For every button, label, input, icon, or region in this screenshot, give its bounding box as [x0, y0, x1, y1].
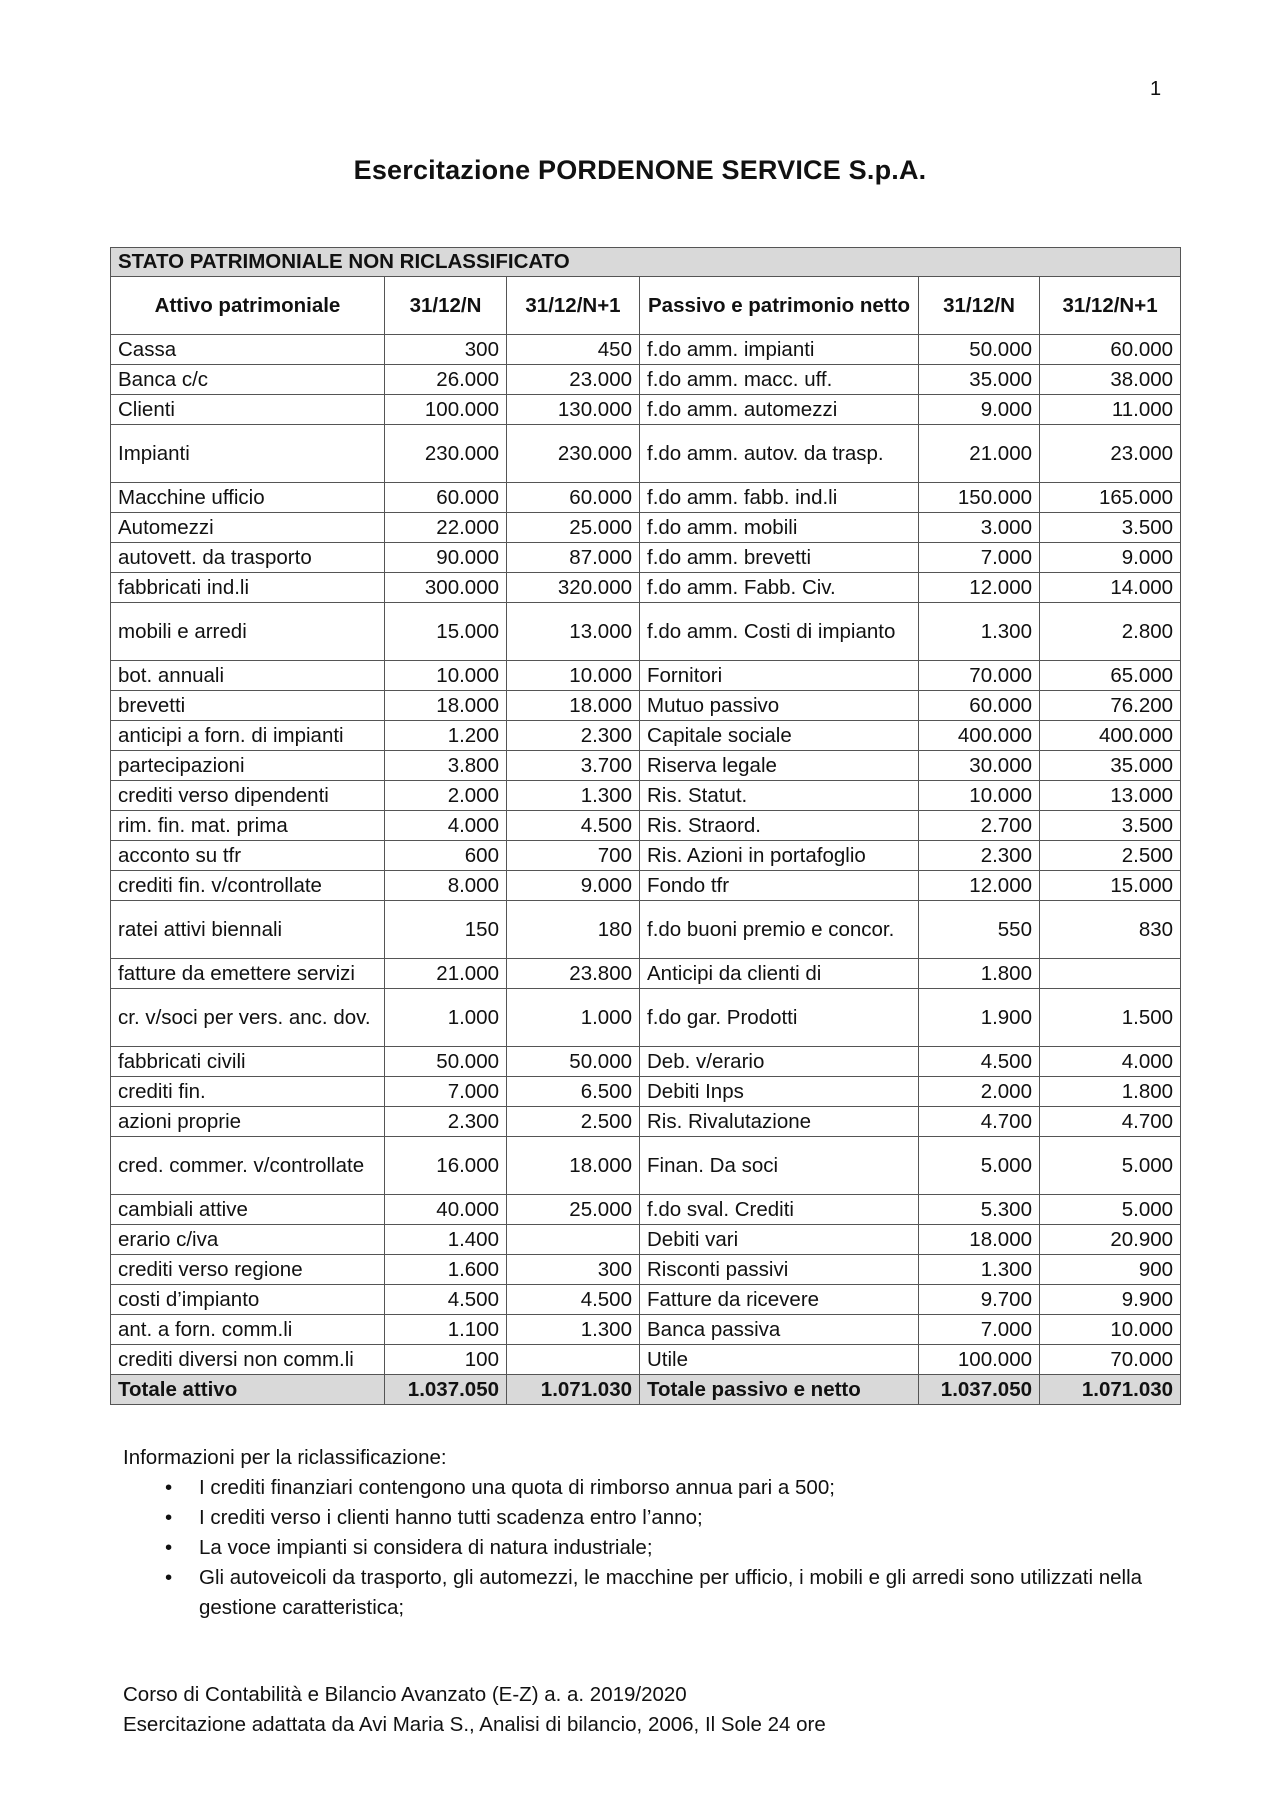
cell-passivo-n1: 400.000 — [1040, 721, 1181, 751]
cell-passivo-n1: 165.000 — [1040, 483, 1181, 513]
cell-attivo-label: autovett. da trasporto — [111, 543, 385, 573]
cell-passivo-n1: 4.700 — [1040, 1107, 1181, 1137]
cell-attivo-label: ant. a forn. comm.li — [111, 1315, 385, 1345]
cell-attivo-n: 100 — [385, 1345, 507, 1375]
cell-attivo-n1: 300 — [507, 1255, 640, 1285]
cell-attivo-n: 150 — [385, 901, 507, 959]
cell-passivo-label: f.do amm. Fabb. Civ. — [640, 573, 919, 603]
cell-passivo-n1: 11.000 — [1040, 395, 1181, 425]
cell-attivo-label: fabbricati ind.li — [111, 573, 385, 603]
table-header-row — [111, 277, 1181, 335]
cell-attivo-n1: 9.000 — [507, 871, 640, 901]
table-row — [111, 365, 1181, 395]
cell-passivo-n1: 900 — [1040, 1255, 1181, 1285]
cell-passivo-n1: 9.900 — [1040, 1285, 1181, 1315]
footer-course: Corso di Contabilità e Bilancio Avanzato (E-Z) a. a. 2019/2020 — [123, 1683, 687, 1706]
cell-attivo-n: 1.400 — [385, 1225, 507, 1255]
cell-attivo-label: fatture da emettere servizi — [111, 959, 385, 989]
cell-passivo-n: 70.000 — [919, 661, 1040, 691]
total-attivo-label: Totale attivo — [111, 1375, 385, 1405]
cell-attivo-n1 — [507, 1225, 640, 1255]
total-attivo-n: 1.037.050 — [385, 1375, 507, 1405]
table-row — [111, 1137, 1181, 1195]
cell-passivo-n1: 15.000 — [1040, 871, 1181, 901]
cell-passivo-label: Banca passiva — [640, 1315, 919, 1345]
cell-attivo-n1: 60.000 — [507, 483, 640, 513]
cell-attivo-n: 1.200 — [385, 721, 507, 751]
cell-passivo-label: f.do amm. fabb. ind.li — [640, 483, 919, 513]
cell-passivo-n1 — [1040, 959, 1181, 989]
cell-attivo-n1: 2.500 — [507, 1107, 640, 1137]
cell-passivo-n: 3.000 — [919, 513, 1040, 543]
cell-passivo-n1: 830 — [1040, 901, 1181, 959]
cell-attivo-label: azioni proprie — [111, 1107, 385, 1137]
cell-attivo-n1: 130.000 — [507, 395, 640, 425]
table-row — [111, 483, 1181, 513]
cell-passivo-n: 10.000 — [919, 781, 1040, 811]
cell-passivo-n1: 9.000 — [1040, 543, 1181, 573]
cell-passivo-n: 2.700 — [919, 811, 1040, 841]
cell-attivo-label: ratei attivi biennali — [111, 901, 385, 959]
cell-passivo-n: 12.000 — [919, 871, 1040, 901]
cell-passivo-n: 4.700 — [919, 1107, 1040, 1137]
cell-attivo-n1: 450 — [507, 335, 640, 365]
info-item — [165, 1503, 1193, 1533]
cell-attivo-n1: 230.000 — [507, 425, 640, 483]
cell-attivo-n: 15.000 — [385, 603, 507, 661]
cell-attivo-n: 4.500 — [385, 1285, 507, 1315]
cell-attivo-n: 300 — [385, 335, 507, 365]
cell-passivo-n: 1.800 — [919, 959, 1040, 989]
cell-passivo-n: 400.000 — [919, 721, 1040, 751]
cell-passivo-n: 60.000 — [919, 691, 1040, 721]
table-row — [111, 781, 1181, 811]
cell-passivo-n: 5.000 — [919, 1137, 1040, 1195]
info-item — [165, 1563, 1193, 1623]
cell-passivo-n1: 5.000 — [1040, 1195, 1181, 1225]
cell-passivo-label: Ris. Statut. — [640, 781, 919, 811]
cell-passivo-label: f.do amm. Costi di impianto — [640, 603, 919, 661]
cell-attivo-n1: 6.500 — [507, 1077, 640, 1107]
table-row — [111, 1315, 1181, 1345]
cell-attivo-n: 1.600 — [385, 1255, 507, 1285]
cell-attivo-n: 21.000 — [385, 959, 507, 989]
cell-passivo-n: 9.700 — [919, 1285, 1040, 1315]
info-item-text: La voce impianti si considera di natura industriale; — [199, 1536, 653, 1559]
cell-attivo-n1: 10.000 — [507, 661, 640, 691]
cell-attivo-n: 4.000 — [385, 811, 507, 841]
bullet-icon: • — [165, 1506, 173, 1529]
cell-passivo-label: Fatture da ricevere — [640, 1285, 919, 1315]
cell-attivo-n: 16.000 — [385, 1137, 507, 1195]
cell-passivo-n1: 5.000 — [1040, 1137, 1181, 1195]
cell-passivo-label: Finan. Da soci — [640, 1137, 919, 1195]
cell-passivo-n1: 70.000 — [1040, 1345, 1181, 1375]
total-row — [111, 1375, 1181, 1405]
cell-passivo-n: 9.000 — [919, 395, 1040, 425]
total-passivo-n1: 1.071.030 — [1040, 1375, 1181, 1405]
cell-attivo-label: crediti verso dipendenti — [111, 781, 385, 811]
cell-attivo-n: 40.000 — [385, 1195, 507, 1225]
header-passivo-n1: 31/12/N+1 — [1040, 277, 1181, 335]
cell-attivo-n: 90.000 — [385, 543, 507, 573]
bullet-icon: • — [165, 1566, 173, 1589]
cell-passivo-label: Riserva legale — [640, 751, 919, 781]
cell-passivo-n: 7.000 — [919, 1315, 1040, 1345]
cell-passivo-label: Ris. Azioni in portafoglio — [640, 841, 919, 871]
cell-passivo-label: f.do amm. impianti — [640, 335, 919, 365]
cell-attivo-label: crediti fin. v/controllate — [111, 871, 385, 901]
cell-passivo-n: 4.500 — [919, 1047, 1040, 1077]
table-caption: STATO PATRIMONIALE NON RICLASSIFICATO — [111, 248, 1181, 277]
cell-passivo-n: 21.000 — [919, 425, 1040, 483]
cell-attivo-n: 22.000 — [385, 513, 507, 543]
cell-passivo-label: f.do sval. Crediti — [640, 1195, 919, 1225]
cell-attivo-n1: 1.300 — [507, 1315, 640, 1345]
header-attivo-n1: 31/12/N+1 — [507, 277, 640, 335]
cell-attivo-n1: 4.500 — [507, 811, 640, 841]
cell-attivo-label: costi d’impianto — [111, 1285, 385, 1315]
cell-attivo-label: crediti diversi non comm.li — [111, 1345, 385, 1375]
cell-attivo-label: cr. v/soci per vers. anc. dov. — [111, 989, 385, 1047]
cell-passivo-n1: 3.500 — [1040, 811, 1181, 841]
cell-passivo-n: 5.300 — [919, 1195, 1040, 1225]
riclassification-info — [123, 1443, 1193, 1623]
table-row — [111, 1255, 1181, 1285]
bullet-icon: • — [165, 1476, 173, 1499]
table-row — [111, 1195, 1181, 1225]
footer — [123, 1680, 826, 1740]
header-attivo: Attivo patrimoniale — [111, 277, 385, 335]
cell-attivo-n1: 18.000 — [507, 691, 640, 721]
cell-attivo-label: cambiali attive — [111, 1195, 385, 1225]
table-row — [111, 721, 1181, 751]
table-row — [111, 395, 1181, 425]
cell-attivo-n: 600 — [385, 841, 507, 871]
cell-attivo-n1: 4.500 — [507, 1285, 640, 1315]
info-item — [165, 1473, 1193, 1503]
cell-attivo-label: rim. fin. mat. prima — [111, 811, 385, 841]
cell-passivo-n1: 65.000 — [1040, 661, 1181, 691]
cell-attivo-n1: 23.000 — [507, 365, 640, 395]
cell-passivo-n1: 13.000 — [1040, 781, 1181, 811]
table-row — [111, 811, 1181, 841]
cell-attivo-n1: 25.000 — [507, 1195, 640, 1225]
cell-passivo-n1: 4.000 — [1040, 1047, 1181, 1077]
cell-passivo-n1: 60.000 — [1040, 335, 1181, 365]
cell-attivo-label: fabbricati civili — [111, 1047, 385, 1077]
total-passivo-label: Totale passivo e netto — [640, 1375, 919, 1405]
cell-passivo-n1: 3.500 — [1040, 513, 1181, 543]
cell-passivo-n: 1.300 — [919, 1255, 1040, 1285]
cell-attivo-n1: 18.000 — [507, 1137, 640, 1195]
cell-attivo-n1: 320.000 — [507, 573, 640, 603]
cell-passivo-n: 35.000 — [919, 365, 1040, 395]
cell-passivo-n: 50.000 — [919, 335, 1040, 365]
table-row — [111, 603, 1181, 661]
cell-attivo-n1: 1.300 — [507, 781, 640, 811]
cell-attivo-label: Banca c/c — [111, 365, 385, 395]
table-row — [111, 989, 1181, 1047]
cell-attivo-n1 — [507, 1345, 640, 1375]
cell-attivo-n: 10.000 — [385, 661, 507, 691]
cell-attivo-label: cred. commer. v/controllate — [111, 1137, 385, 1195]
cell-passivo-n1: 2.500 — [1040, 841, 1181, 871]
cell-passivo-n: 2.000 — [919, 1077, 1040, 1107]
cell-passivo-n1: 76.200 — [1040, 691, 1181, 721]
cell-passivo-n: 30.000 — [919, 751, 1040, 781]
total-passivo-n: 1.037.050 — [919, 1375, 1040, 1405]
cell-attivo-label: Cassa — [111, 335, 385, 365]
cell-attivo-label: brevetti — [111, 691, 385, 721]
cell-passivo-n1: 1.500 — [1040, 989, 1181, 1047]
cell-passivo-label: Anticipi da clienti di — [640, 959, 919, 989]
cell-passivo-n1: 10.000 — [1040, 1315, 1181, 1345]
cell-attivo-n1: 13.000 — [507, 603, 640, 661]
info-item-text: I crediti finanziari contengono una quota di rimborso annua pari a 500; — [199, 1476, 835, 1499]
cell-attivo-n: 18.000 — [385, 691, 507, 721]
cell-attivo-label: Impianti — [111, 425, 385, 483]
cell-passivo-label: Ris. Straord. — [640, 811, 919, 841]
cell-attivo-n: 2.000 — [385, 781, 507, 811]
cell-attivo-n1: 1.000 — [507, 989, 640, 1047]
total-attivo-n1: 1.071.030 — [507, 1375, 640, 1405]
document-title: Esercitazione PORDENONE SERVICE S.p.A. — [353, 155, 927, 185]
table-row — [111, 1285, 1181, 1315]
cell-attivo-label: Clienti — [111, 395, 385, 425]
cell-passivo-n1: 1.800 — [1040, 1077, 1181, 1107]
table-row — [111, 573, 1181, 603]
table-row — [111, 901, 1181, 959]
cell-passivo-n1: 14.000 — [1040, 573, 1181, 603]
table-row — [111, 871, 1181, 901]
cell-attivo-n: 8.000 — [385, 871, 507, 901]
info-list — [123, 1473, 1193, 1623]
cell-passivo-label: Debiti vari — [640, 1225, 919, 1255]
table-row — [111, 661, 1181, 691]
cell-attivo-label: acconto su tfr — [111, 841, 385, 871]
table-row — [111, 1225, 1181, 1255]
cell-passivo-n1: 2.800 — [1040, 603, 1181, 661]
bullet-icon: • — [165, 1536, 173, 1559]
header-attivo-n: 31/12/N — [385, 277, 507, 335]
table-row — [111, 1345, 1181, 1375]
cell-passivo-label: Capitale sociale — [640, 721, 919, 751]
cell-attivo-label: erario c/iva — [111, 1225, 385, 1255]
info-item-text: I crediti verso i clienti hanno tutti scadenza entro l’anno; — [199, 1506, 703, 1529]
cell-passivo-n1: 38.000 — [1040, 365, 1181, 395]
cell-attivo-label: Automezzi — [111, 513, 385, 543]
cell-attivo-label: Macchine ufficio — [111, 483, 385, 513]
cell-passivo-n: 7.000 — [919, 543, 1040, 573]
cell-attivo-n1: 180 — [507, 901, 640, 959]
cell-passivo-label: Debiti Inps — [640, 1077, 919, 1107]
info-item — [165, 1533, 1193, 1563]
cell-attivo-label: mobili e arredi — [111, 603, 385, 661]
info-heading: Informazioni per la riclassificazione: — [123, 1446, 447, 1469]
footer-source: Esercitazione adattata da Avi Maria S., Analisi di bilancio, 2006, Il Sole 24 ore — [123, 1713, 826, 1736]
cell-passivo-n: 1.900 — [919, 989, 1040, 1047]
cell-passivo-label: f.do amm. macc. uff. — [640, 365, 919, 395]
cell-passivo-label: Ris. Rivalutazione — [640, 1107, 919, 1137]
table-row — [111, 959, 1181, 989]
table-row — [111, 543, 1181, 573]
cell-attivo-n: 60.000 — [385, 483, 507, 513]
table-row — [111, 841, 1181, 871]
balance-sheet-table — [110, 247, 1181, 1405]
cell-attivo-n: 100.000 — [385, 395, 507, 425]
table-row — [111, 751, 1181, 781]
table-row — [111, 1047, 1181, 1077]
cell-passivo-label: Deb. v/erario — [640, 1047, 919, 1077]
cell-passivo-n1: 23.000 — [1040, 425, 1181, 483]
table-row — [111, 691, 1181, 721]
cell-passivo-label: f.do amm. mobili — [640, 513, 919, 543]
cell-attivo-n: 3.800 — [385, 751, 507, 781]
cell-passivo-n: 12.000 — [919, 573, 1040, 603]
cell-attivo-n: 1.100 — [385, 1315, 507, 1345]
header-passivo: Passivo e patrimonio netto — [640, 277, 919, 335]
cell-passivo-n: 1.300 — [919, 603, 1040, 661]
cell-passivo-n1: 20.900 — [1040, 1225, 1181, 1255]
cell-attivo-n: 1.000 — [385, 989, 507, 1047]
cell-passivo-label: f.do amm. brevetti — [640, 543, 919, 573]
cell-attivo-n1: 23.800 — [507, 959, 640, 989]
cell-attivo-n: 2.300 — [385, 1107, 507, 1137]
cell-attivo-n1: 700 — [507, 841, 640, 871]
cell-attivo-label: partecipazioni — [111, 751, 385, 781]
cell-attivo-n: 26.000 — [385, 365, 507, 395]
cell-attivo-n: 230.000 — [385, 425, 507, 483]
header-passivo-n: 31/12/N — [919, 277, 1040, 335]
cell-attivo-n1: 50.000 — [507, 1047, 640, 1077]
cell-passivo-n: 100.000 — [919, 1345, 1040, 1375]
cell-attivo-n1: 25.000 — [507, 513, 640, 543]
cell-passivo-n1: 35.000 — [1040, 751, 1181, 781]
info-item-text: Gli autoveicoli da trasporto, gli automezzi, le macchine per ufficio, i mobili e gli arredi sono utilizzati nella gestione caratteristica; — [199, 1566, 1143, 1619]
cell-attivo-n: 7.000 — [385, 1077, 507, 1107]
page-number: 1 — [1150, 78, 1162, 100]
cell-attivo-n: 300.000 — [385, 573, 507, 603]
cell-passivo-label: Mutuo passivo — [640, 691, 919, 721]
cell-passivo-label: f.do amm. autov. da trasp. — [640, 425, 919, 483]
cell-attivo-n1: 87.000 — [507, 543, 640, 573]
table-row — [111, 1107, 1181, 1137]
table-row — [111, 513, 1181, 543]
cell-passivo-n: 550 — [919, 901, 1040, 959]
cell-passivo-n: 2.300 — [919, 841, 1040, 871]
cell-passivo-label: Fondo tfr — [640, 871, 919, 901]
cell-attivo-n: 50.000 — [385, 1047, 507, 1077]
cell-attivo-label: crediti fin. — [111, 1077, 385, 1107]
cell-passivo-label: Fornitori — [640, 661, 919, 691]
cell-attivo-label: bot. annuali — [111, 661, 385, 691]
cell-passivo-label: Risconti passivi — [640, 1255, 919, 1285]
cell-attivo-label: anticipi a forn. di impianti — [111, 721, 385, 751]
cell-attivo-n1: 3.700 — [507, 751, 640, 781]
cell-passivo-n: 18.000 — [919, 1225, 1040, 1255]
cell-attivo-label: crediti verso regione — [111, 1255, 385, 1285]
table-row — [111, 425, 1181, 483]
cell-passivo-n: 150.000 — [919, 483, 1040, 513]
cell-passivo-label: f.do amm. automezzi — [640, 395, 919, 425]
cell-passivo-label: Utile — [640, 1345, 919, 1375]
table-row — [111, 1077, 1181, 1107]
cell-passivo-label: f.do gar. Prodotti — [640, 989, 919, 1047]
cell-attivo-n1: 2.300 — [507, 721, 640, 751]
table-row — [111, 335, 1181, 365]
cell-passivo-label: f.do buoni premio e concor. — [640, 901, 919, 959]
